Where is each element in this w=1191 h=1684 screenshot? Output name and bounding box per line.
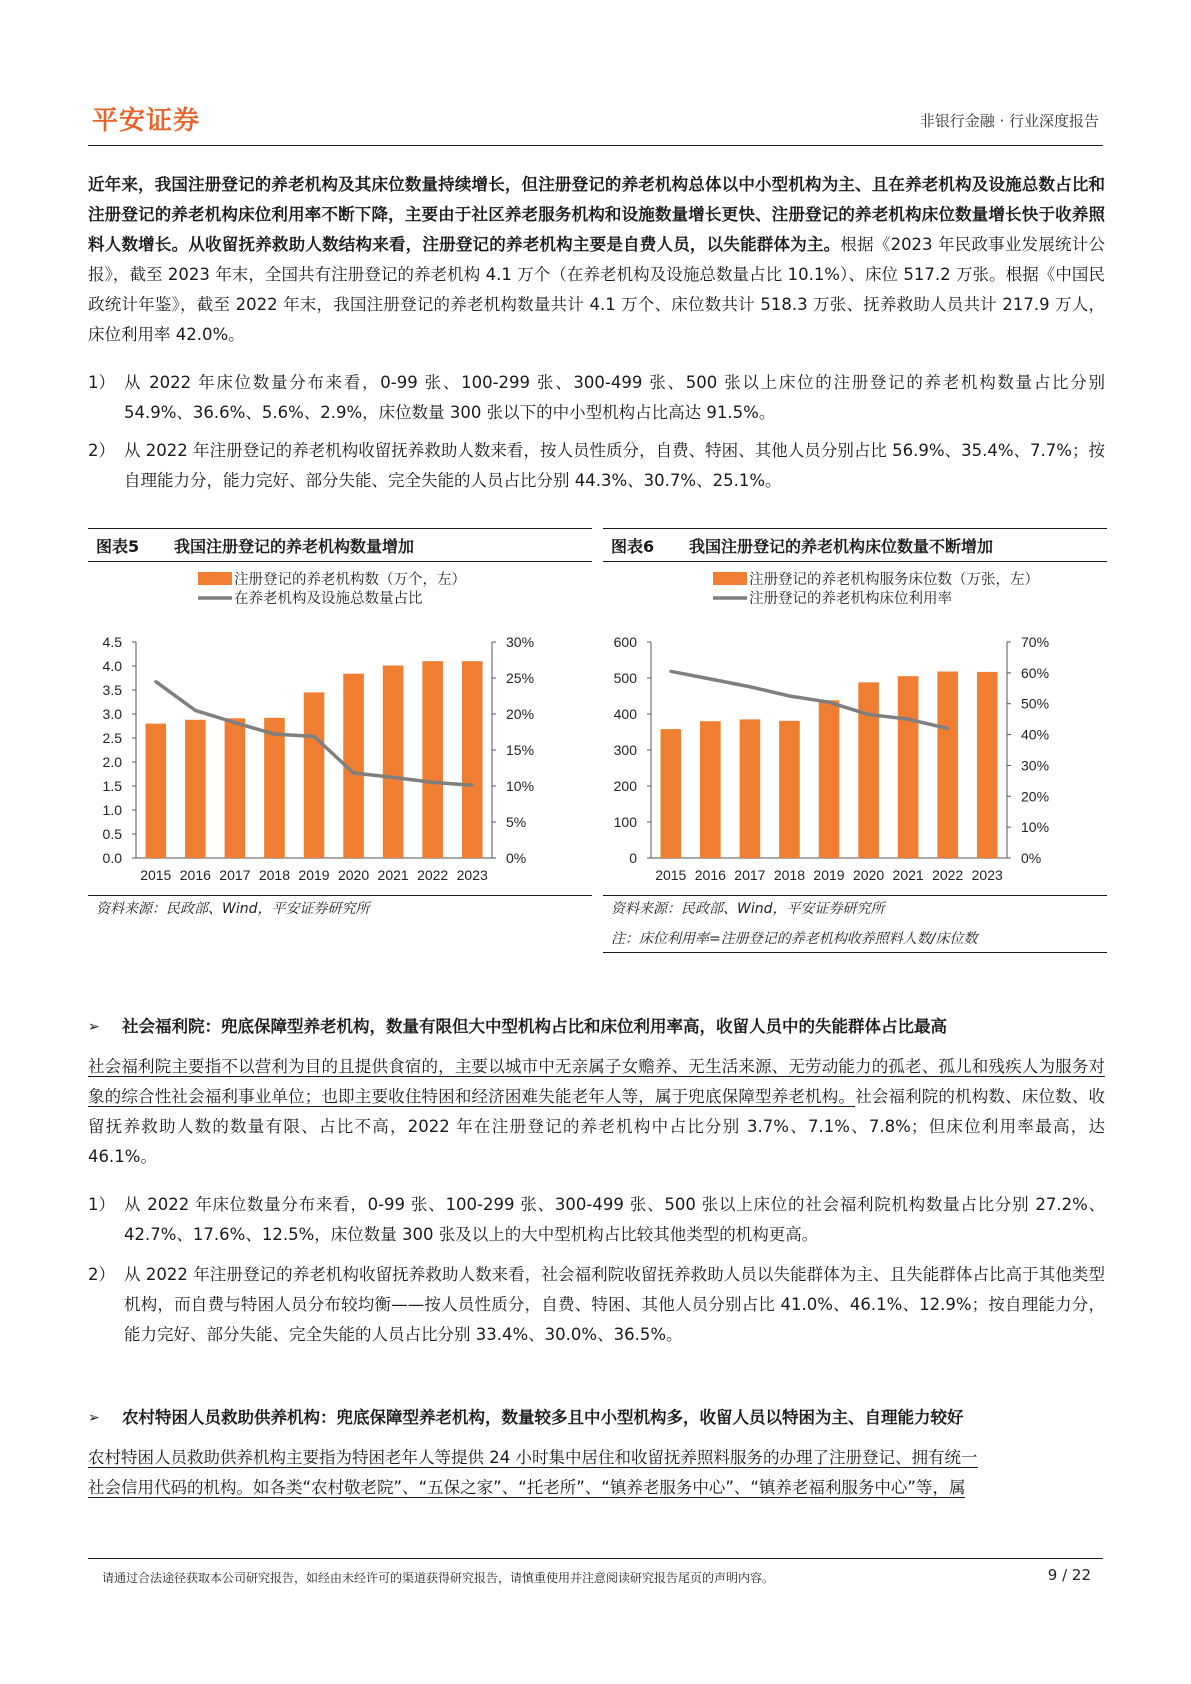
line-point xyxy=(352,772,355,775)
right-tick-label: 0% xyxy=(506,850,527,866)
section-heading-welfare xyxy=(88,1012,1105,1042)
right-tick-label: 0% xyxy=(1021,850,1042,866)
left-tick-label: 3.5 xyxy=(102,682,122,698)
line-point xyxy=(431,781,434,784)
line-point xyxy=(946,727,949,730)
underlined-text: 农村特困人员救助供养机构主要指为特困老年人等提供 24 小时集中居住和收留抚养照料服务的办理了注册登记、拥有统一 xyxy=(88,1448,978,1467)
bar xyxy=(383,666,404,858)
list-text: 从 2022 年注册登记的养老机构收留抚养救助人数来看，社会福利院收留抚养救助人员以失能群体为主、且失能群体占比高于其他类型机构，而自费与特困人员分布较均衡——按人员性质分，自费、特困、其他人员分别占比 41.0%、46.1%、12.9%；按自理能力分，能力完好、部分失能、完全失能的人员占比分别 33.4%、30.0%、36.5%。 xyxy=(124,1265,1105,1344)
legend-bar-label: 注册登记的养老机构数（万个，左） xyxy=(234,572,466,588)
x-tick-label: 2016 xyxy=(694,867,726,883)
right-tick-label: 15% xyxy=(506,742,535,758)
bar xyxy=(779,721,800,858)
figure-bottom-rule xyxy=(603,952,1107,953)
figure-title-bar xyxy=(603,528,1107,562)
line-point xyxy=(392,776,395,779)
figure-source: 资料来源：民政部、Wind，平安证券研究所 xyxy=(96,901,370,917)
line-point xyxy=(154,680,157,683)
line-point xyxy=(273,733,276,736)
x-tick-label: 2023 xyxy=(971,867,1003,883)
line-point xyxy=(233,721,236,724)
legend-line-label: 在养老机构及设施总数量占比 xyxy=(234,591,423,607)
chart-6-svg xyxy=(603,560,1107,890)
line-point xyxy=(907,718,910,721)
figure-divider xyxy=(88,895,592,896)
line-point xyxy=(748,685,751,688)
bar xyxy=(145,724,166,858)
list-number: 2） xyxy=(88,1265,115,1284)
legend-bar-swatch xyxy=(198,572,232,585)
x-tick-label: 2021 xyxy=(892,867,924,883)
bar xyxy=(898,676,919,858)
left-tick-label: 200 xyxy=(613,778,637,794)
bar xyxy=(462,661,483,858)
left-tick-label: 0 xyxy=(629,850,637,866)
figure-title: 我国注册登记的养老机构数量增加 xyxy=(174,536,415,556)
right-tick-label: 60% xyxy=(1021,664,1050,681)
left-tick-label: 1.5 xyxy=(102,778,122,794)
bar xyxy=(700,721,721,858)
right-tick-label: 10% xyxy=(1021,819,1050,836)
right-tick-label: 10% xyxy=(506,778,535,794)
bar xyxy=(225,718,246,858)
left-tick-label: 100 xyxy=(613,814,637,830)
intro-bold: 近年来，我国注册登记的养老机构及其床位数量持续增长，但注册登记的养老机构总体以中小型机构为主、且在养老机构及设施总数占比和注册登记的养老机构床位利用率不断下降，主要由于社区养老服务机构和设施数量增长更快、注册登记的养老机构床位数量增长快于收养照料人数增长。从收留抚养救助人数结构来看，注册登记的养老机构主要是自费人员，以失能群体为主。 xyxy=(88,175,1105,254)
x-tick-label: 2015 xyxy=(140,867,172,883)
figure-number: 图表6 xyxy=(611,536,655,556)
list-item xyxy=(88,1190,1105,1250)
chart-5-svg xyxy=(88,560,592,890)
left-tick-label: 1.0 xyxy=(102,802,122,818)
right-tick-label: 20% xyxy=(506,706,535,722)
underlined-text: 社会信用代码的机构。如各类“农村敬老院”、“五保之家”、“托老所”、“镇养老服务中心”、“镇养老福利服务中心”等，属 xyxy=(88,1478,966,1497)
bar xyxy=(422,661,443,858)
bar xyxy=(185,720,206,858)
left-tick-label: 0.5 xyxy=(102,826,122,842)
right-tick-label: 30% xyxy=(506,634,535,650)
left-tick-label: 300 xyxy=(613,742,637,758)
paragraph-text: 社会福利院的机构数、床位数、收留抚养救助人数的数量有限、占比不高，2022 年在注册登记的养老机构中占比分别 3.7%、7.1%、7.8%；但床位利用率最高，达 46.1%。 xyxy=(88,1087,1106,1166)
right-tick-label: 40% xyxy=(1021,726,1050,743)
x-tick-label: 2018 xyxy=(773,867,806,883)
figure-title-bar xyxy=(88,528,592,562)
section-heading-text: 社会福利院：兜底保障型养老机构，数量有限但大中型机构占比和床位利用率高，收留人员中的失能群体占比最高 xyxy=(122,1017,947,1036)
left-tick-label: 4.0 xyxy=(102,658,122,674)
x-tick-label: 2023 xyxy=(456,867,488,883)
left-tick-label: 2.0 xyxy=(102,754,122,770)
right-tick-label: 20% xyxy=(1021,788,1050,805)
legend-bar-label: 注册登记的养老机构服务床位数（万张，左） xyxy=(749,572,1039,588)
left-tick-label: 0.0 xyxy=(102,850,122,866)
line-point xyxy=(313,735,316,738)
page-number: 9 / 22 xyxy=(1047,1566,1091,1584)
right-tick-label: 30% xyxy=(1021,757,1050,774)
line-point xyxy=(867,713,870,716)
x-tick-label: 2015 xyxy=(655,867,687,883)
x-tick-label: 2020 xyxy=(337,867,370,883)
list-number: 1） xyxy=(88,1195,115,1214)
left-tick-label: 3.0 xyxy=(102,706,122,722)
figure-title: 我国注册登记的养老机构床位数量不断增加 xyxy=(689,536,994,556)
left-tick-label: 400 xyxy=(613,706,637,722)
section-heading-text: 农村特困人员救助供养机构：兜底保障型养老机构，数量较多且中小型机构多，收留人员以特困为主、自理能力较好 xyxy=(122,1408,964,1427)
right-tick-label: 70% xyxy=(1021,634,1050,650)
section-heading-rural xyxy=(88,1403,1105,1433)
line-point xyxy=(194,709,197,712)
bar xyxy=(740,719,761,858)
x-tick-label: 2018 xyxy=(258,867,291,883)
bar xyxy=(858,682,879,858)
figure-5 xyxy=(88,528,592,928)
bar xyxy=(264,718,285,858)
bar xyxy=(304,692,325,858)
bar xyxy=(819,700,840,858)
x-tick-label: 2019 xyxy=(298,867,330,883)
footer-disclaimer: 请通过合法途径获取本公司研究报告，如经由未经许可的渠道获得研究报告，请慎重使用并注意阅读研究报告尾页的声明内容。 xyxy=(102,1571,775,1585)
line-point xyxy=(828,701,831,704)
intro-normal: 根据《2023 年民政事业发展统计公报》，截至 2023 年末，全国共有注册登记的养老机构 4.1 万个（在养老机构及设施总数量占比 10.1%）、床位 517.2 万张。根据《中国民政统计年鉴》，截至 2022 年末，我国注册登记的养老机构数量共计 4.1 万个、床位数共计 518.3 万张、抚养救助人员共计 217.9 万人，床位利用率 42.0%。 xyxy=(88,235,1106,344)
list-item xyxy=(88,368,1105,428)
x-tick-label: 2017 xyxy=(219,867,251,883)
x-tick-label: 2021 xyxy=(377,867,409,883)
figure-note: 注：床位利用率=注册登记的养老机构收养照料人数/床位数 xyxy=(611,931,978,947)
left-tick-label: 600 xyxy=(613,634,637,650)
list-text: 从 2022 年床位数量分布来看，0-99 张、100-299 张、300-499 张、500 张以上床位的注册登记的养老机构数量占比分别 54.9%、36.6%、5.6%、2.9%，床位数量 300 张以下的中小型机构占比高达 91.5%。 xyxy=(124,373,1105,422)
legend-line-label: 注册登记的养老机构床位利用率 xyxy=(749,591,952,607)
list-number: 1） xyxy=(88,373,115,392)
figure-number: 图表5 xyxy=(96,536,140,556)
welfare-paragraph xyxy=(88,1052,1105,1172)
line-point xyxy=(471,784,474,787)
arrow-bullet-icon: ➢ xyxy=(88,1410,100,1426)
x-tick-label: 2020 xyxy=(852,867,885,883)
line-point xyxy=(669,670,672,673)
bar xyxy=(977,672,998,858)
rural-paragraph xyxy=(88,1443,1105,1503)
arrow-bullet-icon: ➢ xyxy=(88,1019,100,1035)
left-tick-label: 4.5 xyxy=(102,634,122,650)
bar xyxy=(660,729,681,858)
line-point xyxy=(709,678,712,681)
company-logo: 平安证券 xyxy=(92,106,201,136)
right-tick-label: 50% xyxy=(1021,695,1050,712)
x-tick-label: 2017 xyxy=(734,867,766,883)
header-divider xyxy=(88,145,1103,146)
x-tick-label: 2022 xyxy=(932,867,964,883)
list-text: 从 2022 年注册登记的养老机构收留抚养救助人数来看，按人员性质分，自费、特困、其他人员分别占比 56.9%、35.4%、7.7%；按自理能力分，能力完好、部分失能、完全失能的人员占比分别 44.3%、30.7%、25.1%。 xyxy=(124,441,1105,490)
figure-source: 资料来源：民政部、Wind，平安证券研究所 xyxy=(611,901,885,917)
right-tick-label: 25% xyxy=(506,670,535,686)
legend-bar-swatch xyxy=(713,572,747,585)
x-tick-label: 2019 xyxy=(813,867,845,883)
report-category: 非银行金融 · 行业深度报告 xyxy=(919,112,1099,130)
figure-6 xyxy=(603,528,1107,958)
list-text: 从 2022 年床位数量分布来看，0-99 张、100-299 张、300-499 张、500 张以上床位的社会福利院机构数量占比分别 27.2%、42.7%、17.6%、12.5%，床位数量 300 张及以上的大中型机构占比较其他类型的机构更高。 xyxy=(124,1195,1105,1244)
list-number: 2） xyxy=(88,441,115,460)
bar xyxy=(937,672,958,858)
x-tick-label: 2022 xyxy=(417,867,449,883)
figure-divider xyxy=(603,895,1107,896)
underlined-text: 社会福利院主要指不以营利为目的且提供食宿的，主要以城市中无亲属子女赡养、无生活来源、无劳动能力的孤老、孤儿和残疾人为服务对象的综合性社会福利事业单位；也即主要收住特困和经济困难失能老年人等，属于兜底保障型养老机构。 xyxy=(88,1057,1105,1106)
left-tick-label: 500 xyxy=(613,670,637,686)
x-tick-label: 2016 xyxy=(179,867,211,883)
right-tick-label: 5% xyxy=(506,814,527,830)
list-item xyxy=(88,436,1105,496)
left-tick-label: 2.5 xyxy=(102,730,122,746)
line-point xyxy=(788,695,791,698)
intro-paragraph xyxy=(88,170,1105,350)
footer-divider xyxy=(88,1558,1103,1559)
list-item xyxy=(88,1260,1105,1350)
